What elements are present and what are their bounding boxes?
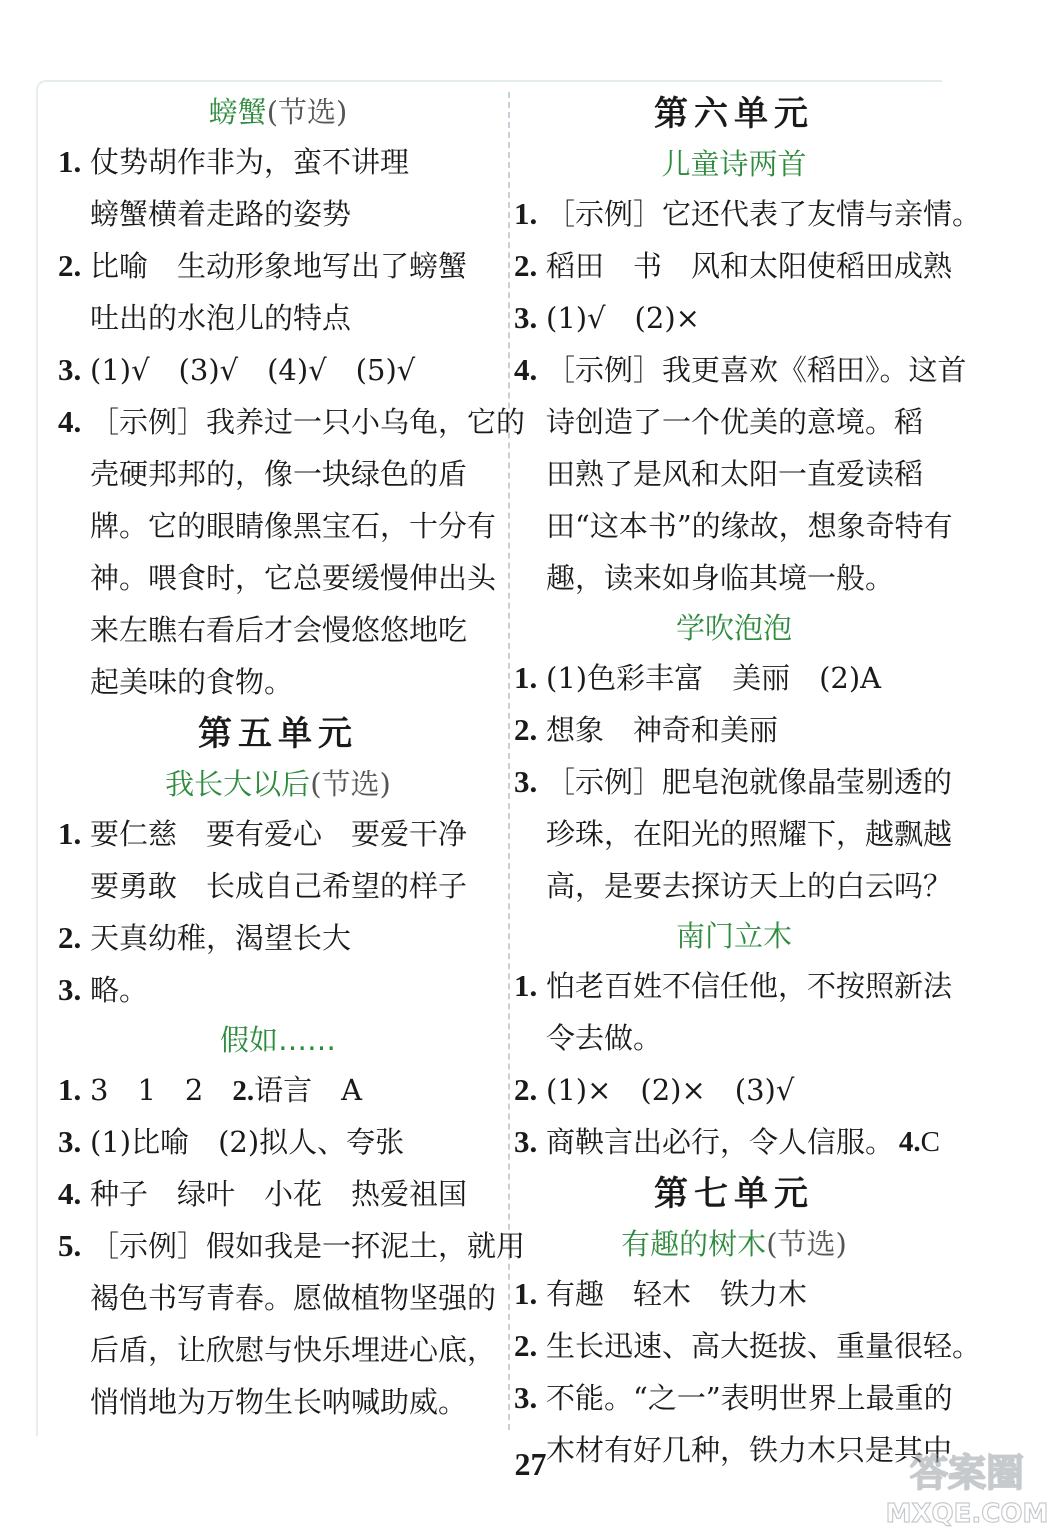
answer-continuation: 后盾，让欣慰与快乐埋进心底， — [90, 1333, 497, 1367]
answer-number: 5. — [58, 1228, 82, 1263]
section-title — [58, 1016, 498, 1064]
watermark-text: 答案圈 — [909, 1451, 1025, 1495]
answer-number: 2. — [58, 920, 82, 955]
answer-number: 2. — [514, 1328, 538, 1363]
section-title-note: (节选) — [266, 95, 348, 129]
page-number: 27 — [514, 1446, 547, 1482]
answer-item — [514, 756, 954, 808]
answer-number: 3. — [58, 972, 82, 1007]
answer-continuation: 来左瞧右看后才会慢悠悠地吃 — [90, 613, 468, 647]
answer-number: 1. — [514, 196, 538, 231]
answer-continuation: 田“这本书”的缘故，想象奇特有 — [546, 509, 953, 543]
answer-number: 3. — [514, 300, 538, 335]
answer-number: 2. — [514, 1072, 538, 1107]
answer-text: ［示例］我养过一只小乌龟，它的 — [90, 405, 526, 439]
answer-item — [514, 704, 954, 756]
answer-text: 比喻 生动形象地写出了螃蟹 — [90, 249, 468, 283]
answer-text: (1)比喻 (2)拟人、夸张 — [90, 1125, 405, 1159]
answer-text: 种子 绿叶 小花 热爱祖国 — [90, 1177, 468, 1211]
right-column — [514, 88, 982, 1476]
unit-heading: 第六单元 — [654, 94, 814, 134]
section-title — [514, 140, 954, 188]
answer-text: (1)× (2)× (3)√ — [546, 1073, 795, 1107]
answer-number: 3. — [514, 1124, 538, 1159]
answer-text: (1)√ (3)√ (4)√ (5)√ — [90, 353, 416, 387]
section-title — [514, 604, 954, 652]
answer-number: 3. — [514, 764, 538, 799]
answer-continuation: 壳硬邦邦的，像一块绿色的盾 — [90, 457, 468, 491]
answer-number: 3. — [58, 1124, 82, 1159]
answer-item — [58, 912, 498, 964]
answer-item — [58, 1116, 498, 1168]
answer-text: 语言 A — [254, 1073, 363, 1107]
answer-number: 2. — [514, 712, 538, 747]
answer-text: 想象 神奇和美丽 — [546, 713, 779, 747]
unit-heading: 第五单元 — [198, 714, 358, 754]
answer-continuation: 神。喂食时，它总要缓慢伸出头 — [90, 561, 497, 595]
section-title — [514, 912, 954, 960]
answer-text: ［示例］肥皂泡就像晶莹剔透的 — [546, 765, 953, 799]
answer-item — [514, 1372, 954, 1424]
answer-continuation: 田熟了是风和太阳一直爱读稻 — [546, 457, 924, 491]
answer-text: (1)√ (2)× — [546, 301, 700, 335]
section-title — [58, 88, 498, 136]
answer-item — [514, 1268, 954, 1320]
section-title-text: 儿童诗两首 — [661, 147, 807, 181]
answer-number: 3. — [58, 352, 82, 387]
answer-number: 1. — [58, 1072, 82, 1107]
answer-continuation: 令去做。 — [546, 1021, 663, 1055]
answer-text: 怕老百姓不信任他，不按照新法 — [546, 969, 953, 1003]
answer-number: 1. — [58, 816, 82, 851]
answer-text: 生长迅速、高大挺拔、重量很轻。 — [546, 1329, 982, 1363]
answer-number: 1. — [58, 144, 82, 179]
answer-number: 2. — [58, 248, 82, 283]
answer-item — [58, 1064, 498, 1116]
answer-number: 4. — [514, 352, 538, 387]
answer-item — [514, 1064, 954, 1116]
answer-item — [514, 292, 954, 344]
answer-number: 2. — [232, 1075, 255, 1107]
answer-number: 1. — [514, 968, 538, 1003]
answer-text: 3 1 2 — [90, 1073, 233, 1107]
answer-item — [58, 1220, 526, 1272]
answer-item-inline — [899, 1116, 940, 1168]
answer-item — [514, 1116, 954, 1168]
answer-continuation: 珍珠，在阳光的照耀下，越飘越 — [546, 817, 953, 851]
answer-item — [514, 188, 982, 240]
answer-continuation: 牌。它的眼睛像黑宝石，十分有 — [90, 509, 497, 543]
answer-continuation: 吐出的水泡儿的特点 — [90, 301, 352, 335]
answer-text: ［示例］假如我是一抔泥土，就用 — [90, 1229, 526, 1263]
section-title-note: (节选) — [310, 767, 391, 801]
answer-continuation: 螃蟹横着走路的姿势 — [90, 197, 352, 231]
answer-item — [58, 1168, 498, 1220]
section-title-text: 假如…… — [219, 1023, 336, 1057]
answer-continuation: 高，是要去探访天上的白云吗？ — [546, 869, 953, 903]
section-title-text: 学吹泡泡 — [675, 611, 792, 645]
answer-text: ［示例］我更喜欢《稻田》。这首 — [546, 353, 967, 387]
answer-item — [58, 240, 498, 292]
answer-continuation: 木材有好几种，铁力木只是其中 — [546, 1433, 953, 1467]
answer-item — [58, 136, 498, 188]
section-title — [58, 760, 498, 808]
answer-item — [58, 808, 498, 860]
answer-number: 1. — [514, 1276, 538, 1311]
answer-continuation: 趣，读来如身临其境一般。 — [546, 561, 895, 595]
answer-text: 商鞅言出必行，令人信服。 — [546, 1125, 895, 1159]
answer-item — [58, 396, 526, 448]
answer-item — [514, 240, 954, 292]
answer-item — [514, 1320, 982, 1372]
answer-item — [58, 964, 498, 1016]
section-title-text: 南门立木 — [675, 919, 792, 953]
section-title-note: (节选) — [766, 1227, 847, 1261]
section-title — [514, 1220, 954, 1268]
answer-item — [514, 960, 954, 1012]
section-title-text: 我长大以后 — [165, 767, 311, 801]
answer-continuation: 褐色书写青春。愿做植物坚强的 — [90, 1281, 497, 1315]
answer-continuation: 要勇敢 长成自己希望的样子 — [90, 869, 468, 903]
answer-text: ［示例］它还代表了友情与亲情。 — [546, 197, 982, 231]
answer-text: 稻田 书 风和太阳使稻田成熟 — [546, 249, 953, 283]
answer-number: 3. — [514, 1380, 538, 1415]
answer-item — [514, 652, 954, 704]
unit-heading: 第七单元 — [654, 1174, 814, 1214]
watermark-logo — [879, 1444, 1055, 1530]
answer-item — [58, 344, 498, 396]
answer-continuation: 诗创造了一个优美的意境。稻 — [546, 405, 924, 439]
answer-item — [514, 344, 967, 396]
left-column — [58, 88, 526, 1428]
answer-text: 要仁慈 要有爱心 要爱干净 — [90, 817, 468, 851]
answer-text: C — [920, 1126, 940, 1158]
section-title-text: 有趣的树木 — [621, 1227, 767, 1261]
answer-number: 2. — [514, 248, 538, 283]
answer-number: 4. — [58, 404, 82, 439]
answer-text: 仗势胡作非为，蛮不讲理 — [90, 145, 410, 179]
answer-text: 天真幼稚，渴望长大 — [90, 921, 352, 955]
section-title-text: 螃蟹 — [208, 95, 267, 129]
answer-text: 略。 — [90, 973, 149, 1007]
answer-number: 4. — [58, 1176, 82, 1211]
watermark-url: MXQE.COM — [885, 1499, 1049, 1529]
answer-continuation: 起美味的食物。 — [90, 665, 294, 699]
answer-number: 4. — [898, 1126, 921, 1158]
answer-text: 不能。“之一”表明世界上最重的 — [546, 1381, 953, 1415]
answer-continuation: 悄悄地为万物生长呐喊助威。 — [90, 1385, 468, 1419]
answer-text: (1)色彩丰富 美丽 (2)A — [546, 661, 882, 695]
answer-number: 1. — [514, 660, 538, 695]
answer-text: 有趣 轻木 铁力木 — [546, 1277, 808, 1311]
